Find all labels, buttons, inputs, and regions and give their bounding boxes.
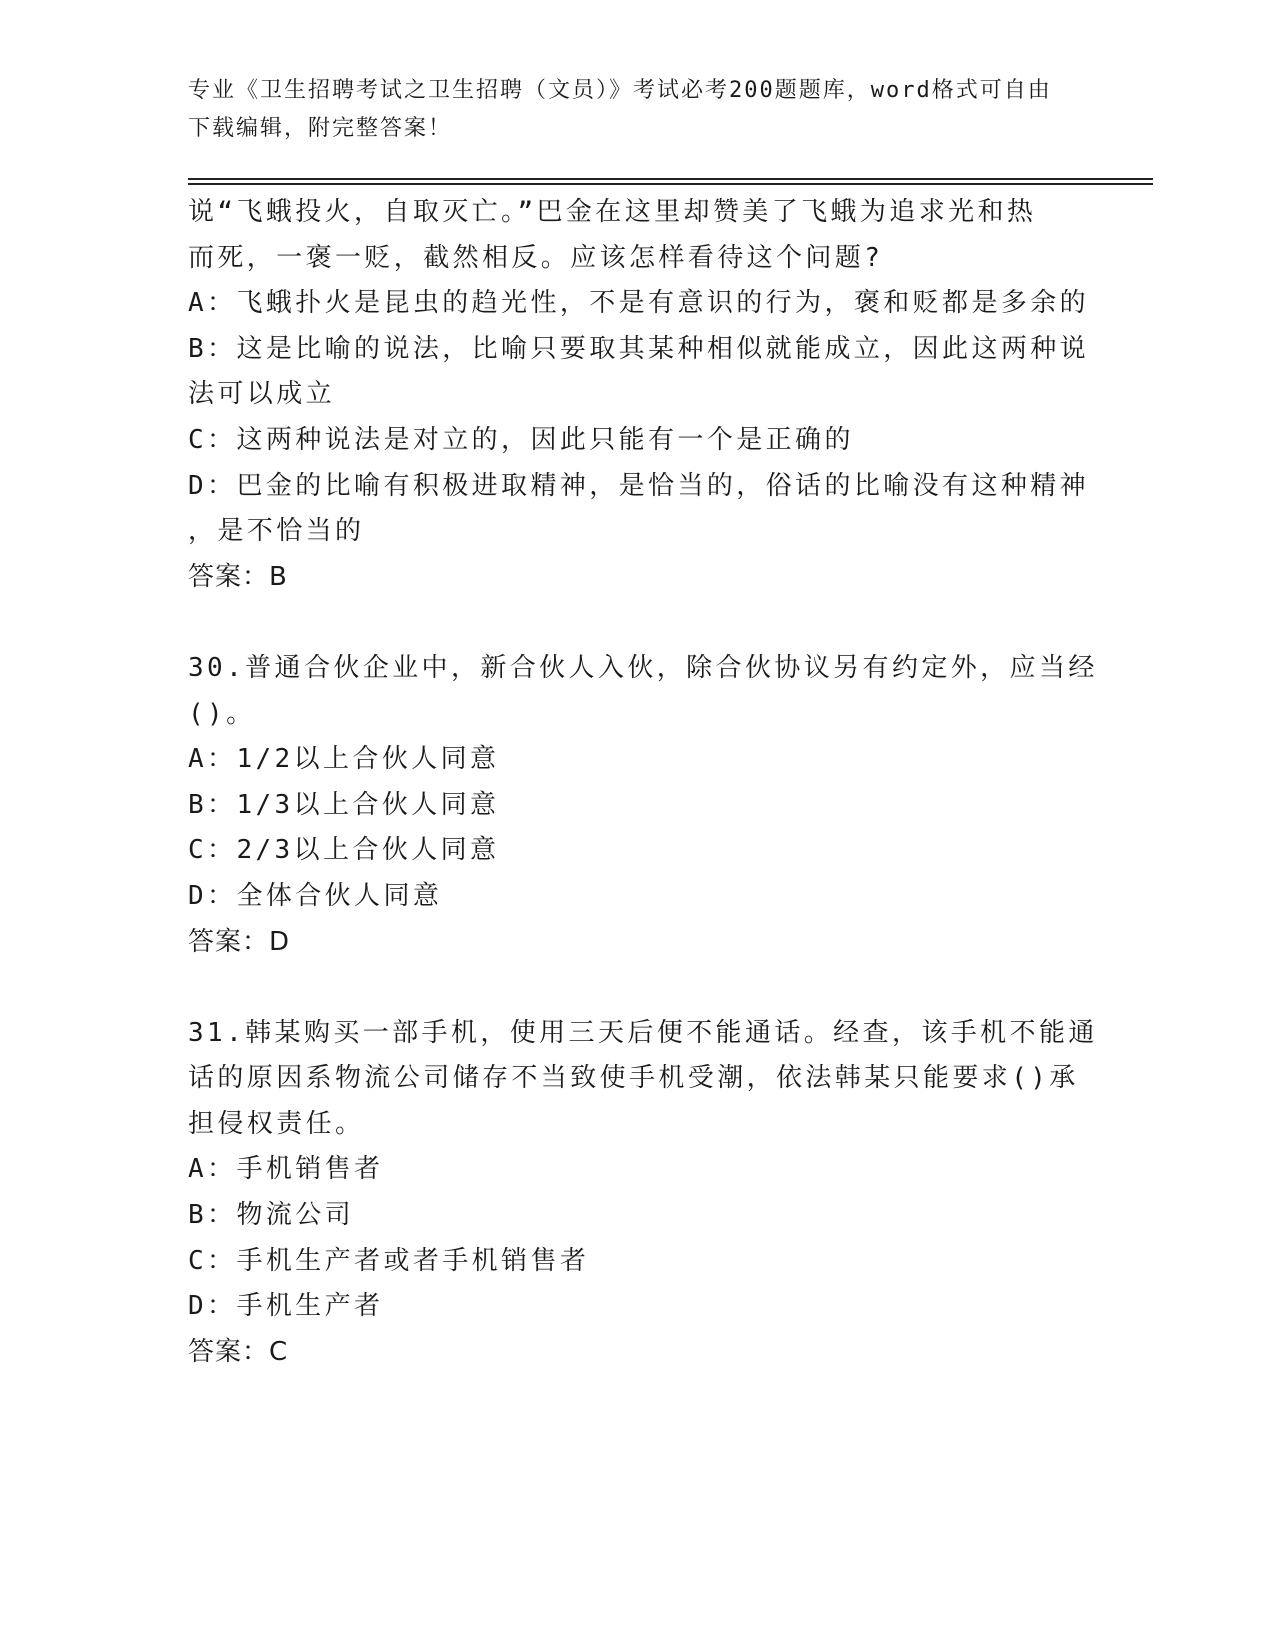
option-d: D：全体合伙人同意 [188, 880, 443, 911]
question-stem-line: 说“飞蛾投火，自取灭亡。”巴金在这里却赞美了飞蛾为追求光和热 [188, 197, 1037, 227]
header-divider-bottom [188, 183, 1153, 185]
option-b: B：1/3以上合伙人同意 [188, 789, 500, 820]
question-content [188, 190, 1098, 1375]
option-b-line: 法可以成立 [188, 379, 336, 410]
option-d-line: ，是不恰当的 [188, 516, 365, 547]
question-stem-line: 31.韩某购买一部手机，使用三天后便不能通话。经查，该手机不能通 [188, 1017, 1098, 1048]
question-stem-line: 30.普通合伙企业中，新合伙人入伙，除合伙协议另有约定外，应当经 [188, 652, 1098, 683]
question-stem-line: 而死，一褒一贬，截然相反。应该怎样看待这个问题? [188, 242, 884, 273]
option-d-line: D：巴金的比喻有积极进取精神，是恰当的，俗话的比喻没有这种精神 [188, 470, 1090, 501]
answer: 答案：D [188, 926, 291, 957]
option-d: D：手机生产者 [188, 1291, 384, 1322]
option-c: C：2/3以上合伙人同意 [188, 835, 500, 866]
question-stem-line: 话的原因系物流公司储存不当致使手机受潮，依法韩某只能要求()承 [188, 1063, 1079, 1094]
option-c: C：手机生产者或者手机销售者 [188, 1245, 590, 1276]
option-a: A：1/2以上合伙人同意 [188, 744, 500, 775]
question-29 [188, 190, 1090, 600]
header-divider-top [188, 178, 1153, 180]
question-stem-line: 担侵权责任。 [188, 1108, 365, 1139]
option-b-line: B：这是比喻的说法，比喻只要取其某种相似就能成立，因此这两种说 [188, 333, 1090, 364]
option-b: B：物流公司 [188, 1200, 355, 1231]
answer: 答案：B [188, 561, 288, 592]
question-31 [188, 1011, 1098, 1376]
question-stem-line: ()。 [188, 698, 256, 729]
option-c: C：这两种说法是对立的，因此只能有一个是正确的 [188, 424, 854, 455]
question-30 [188, 646, 1098, 965]
answer: 答案：C [188, 1336, 289, 1367]
option-a: A：手机销售者 [188, 1154, 384, 1185]
option-a: A：飞蛾扑火是昆虫的趋光性，不是有意识的行为，褒和贬都是多余的 [188, 288, 1090, 319]
document-header: 专业《卫生招聘考试之卫生招聘（文员）》考试必考200题题库，word格式可自由下载编辑，附完整答案！ [188, 78, 1052, 141]
